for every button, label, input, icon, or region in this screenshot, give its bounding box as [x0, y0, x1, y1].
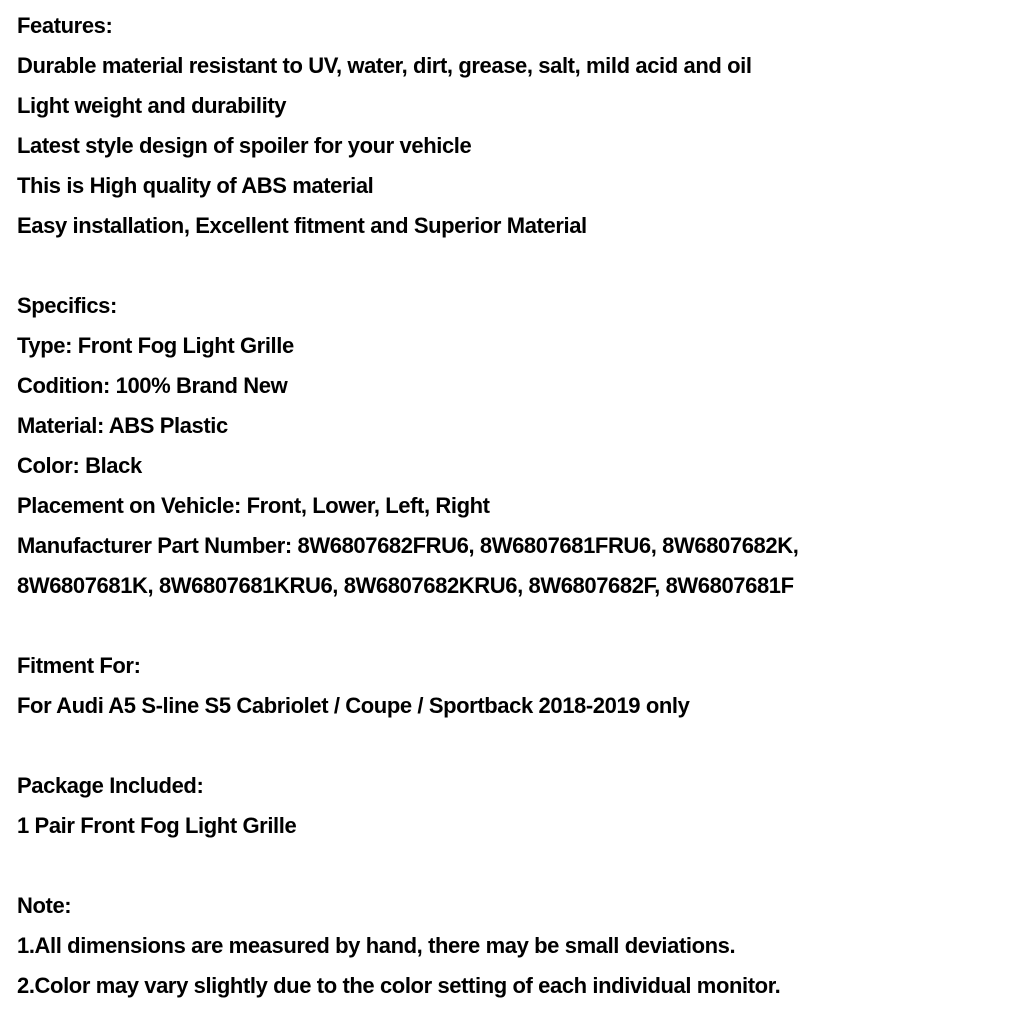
section-heading: Package Included:: [17, 773, 204, 798]
section-heading: Note:: [17, 893, 72, 918]
section-note: [17, 886, 1007, 1006]
text-line: Type: Front Fog Light Grille: [17, 333, 294, 358]
text-line: This is High quality of ABS material: [17, 173, 374, 198]
text-line: Material: ABS Plastic: [17, 413, 228, 438]
text-line: Latest style design of spoiler for your vehicle: [17, 133, 472, 158]
text-line: Durable material resistant to UV, water, dirt, grease, salt, mild acid and oil: [17, 53, 752, 78]
text-line: 2.Color may vary slightly due to the color setting of each individual monitor.: [17, 973, 781, 998]
text-line: Light weight and durability: [17, 93, 287, 118]
text-line: For Audi A5 S-line S5 Cabriolet / Coupe / Sportback 2018-2019 only: [17, 693, 690, 718]
section-heading: Specifics:: [17, 293, 117, 318]
text-line: Placement on Vehicle: Front, Lower, Left, Right: [17, 493, 490, 518]
section-fitment: [17, 646, 1007, 726]
section-heading: Fitment For:: [17, 653, 141, 678]
text-line: Manufacturer Part Number: 8W6807682FRU6, 8W6807681FRU6, 8W6807682K,: [17, 533, 799, 558]
text-line: Easy installation, Excellent fitment and Superior Material: [17, 213, 587, 238]
text-line: 1 Pair Front Fog Light Grille: [17, 813, 297, 838]
section-heading: Features:: [17, 13, 113, 38]
text-line: 1.All dimensions are measured by hand, there may be small deviations.: [17, 933, 736, 958]
text-line: Color: Black: [17, 453, 142, 478]
section-features: [17, 6, 1007, 246]
section-specifics: [17, 286, 1007, 606]
text-line: 8W6807681K, 8W6807681KRU6, 8W6807682KRU6, 8W6807682F, 8W6807681F: [17, 573, 794, 598]
section-package: [17, 766, 1007, 846]
text-line: Codition: 100% Brand New: [17, 373, 288, 398]
